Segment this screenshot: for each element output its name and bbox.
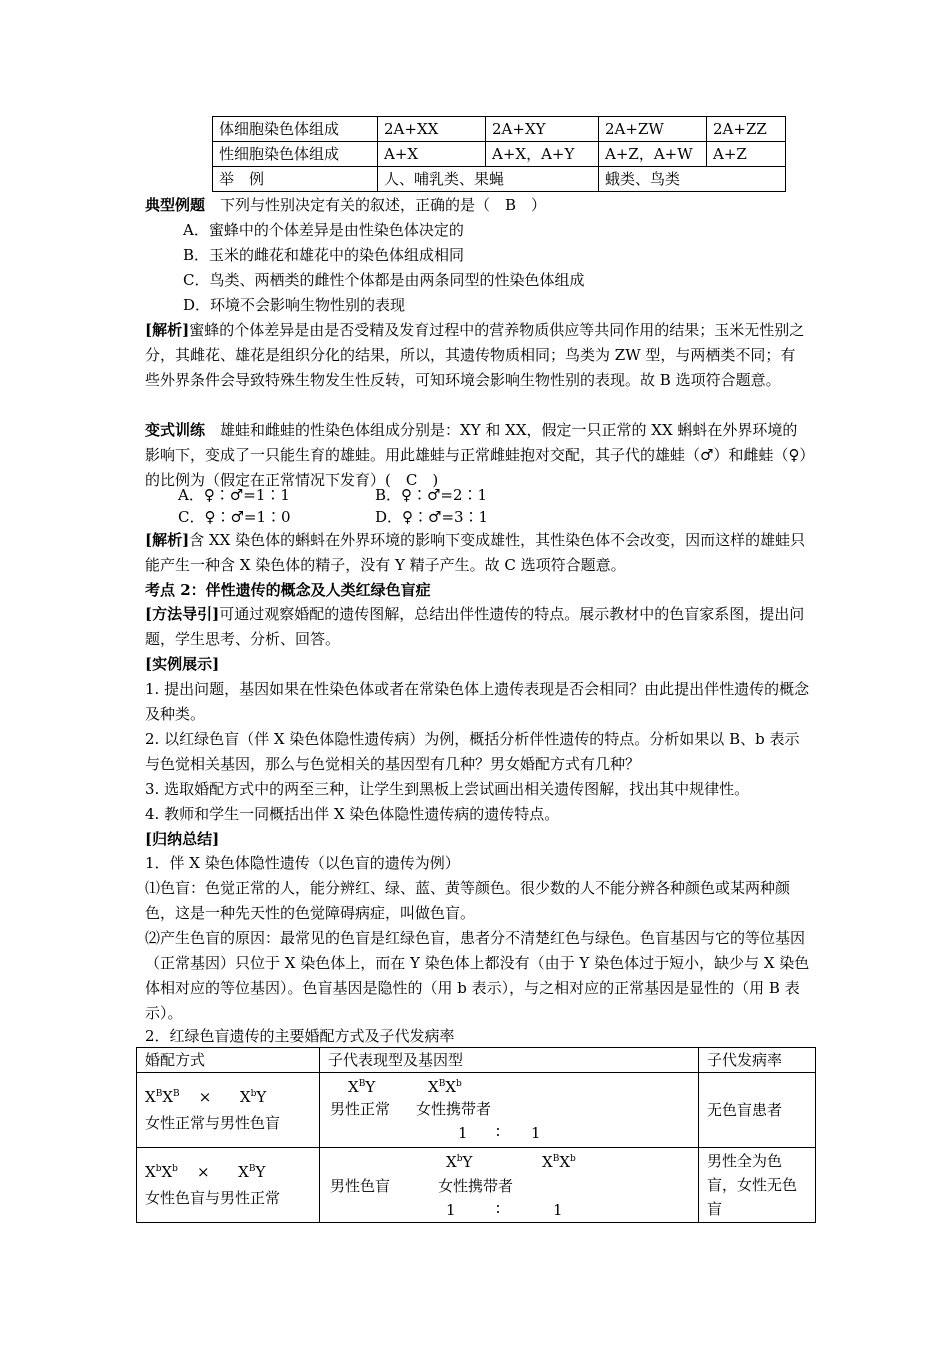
cross-cell [137,1073,320,1148]
gene: X [145,1088,156,1106]
method-tag: [方法导引] [145,605,220,623]
gene: Y [462,1153,473,1171]
method-guide [145,602,810,652]
gene: X [445,1078,456,1096]
offspring-phenotype: 男性正常 [330,1100,391,1118]
offspring-genotype [542,1150,576,1174]
table-title: 2．红绿色盲遗传的主要婚配方式及子代发病率 [145,1027,455,1045]
allele: B [248,1164,256,1174]
allele: b [250,1089,257,1099]
cross-symbol: × [198,1088,212,1106]
table-row [137,1073,816,1148]
example-item-3: 3. 选取婚配方式中的两至三种，让学生到黑板上尝试画出相关遗传图解，找出其中规律性。 [145,780,750,798]
table-row [137,1148,816,1223]
variant-question [145,418,810,493]
option-b: B．♀∶♂=2∶1 [375,486,488,504]
offspring-genotype [348,1075,375,1099]
analysis-text: 蜜蜂的个体差异是由是否受精及发育过程中的营养物质供应等共同作用的结果；玉米无性别之分，其雌花、雄花是组织分化的结果，所以，其遗传物质相同；鸟类为 ZW 型，与两栖类不同；有些外界条件会导致特殊生物发生性反转，可知环境会影响生物性别的表现。故 B 选项符合题意。 [145,321,805,389]
option-d: D．♀∶♂=3∶1 [375,508,489,526]
table-cell: A+Z，A+W [599,142,707,167]
example-item-1: 1. 提出问题，基因如果在性染色体或者在常染色体上遗传表现是否会相同？由此提出伴性遗传的概念及种类。 [145,680,810,723]
gene: X [348,1078,359,1096]
example-item-2: 2. 以红绿色盲（伴 X 染色体隐性遗传病）为例，概括分析伴性遗传的特点。分析如果以 B、b 表示与色觉相关基因，那么与色觉相关的基因型有几种？男女婚配方式有几种？ [145,730,800,773]
offspring-cell [320,1148,699,1223]
option-c: C．鸟类、两栖类的雌性个体都是由两条同型的性染色体组成 [183,271,585,289]
allele: b [456,1154,463,1164]
example-question [145,193,546,217]
analysis-tag: [解析] [145,321,190,339]
allele: B [358,1079,366,1089]
column-header: 子代发病率 [699,1048,816,1073]
summary-title: 1．伴 X 染色体隐性遗传（以色盲的遗传为例） [145,854,460,872]
cross-genotype [145,1084,311,1110]
gene: X [162,1088,173,1106]
option-c: C．♀∶♂=1∶0 [178,508,291,526]
table-cell: A+Z [707,142,786,167]
offspring-diagram [328,1073,690,1147]
cross-cell [137,1148,320,1223]
table-row [213,167,786,192]
gene: X [238,1163,249,1181]
method-text: 可通过观察婚配的遗传图解，总结出伴性遗传的特点。展示教材中的色盲家系图，提出问题，学生思考、分析、回答。 [145,605,805,648]
gene: X [239,1088,251,1106]
example-question-text: 下列与性别决定有关的叙述，正确的是（ B ） [205,196,547,214]
gene: Y [255,1163,266,1181]
ratio-value: 1 [458,1124,468,1142]
table-cell: 2A+XX [378,117,486,142]
gene: X [428,1078,439,1096]
cross-genotype [145,1159,311,1185]
examples-tag: [实例展示] [145,655,220,673]
allele: B [173,1089,180,1099]
row-label: 体细胞染色体组成 [213,117,378,142]
offspring-phenotype: 女性携带者 [416,1100,492,1118]
allele: B [552,1154,560,1164]
offspring-genotype [428,1075,462,1099]
option-b: B．玉米的雌花和雄花中的染色体组成相同 [183,246,465,264]
cross-description: 女性色盲与男性正常 [145,1189,281,1207]
table-cell: A+X [378,142,486,167]
column-header: 子代表现型及基因型 [320,1048,699,1073]
column-header: 婚配方式 [137,1048,320,1073]
example-title: 典型例题 [145,196,206,214]
table-cell: 2A+ZW [599,117,707,142]
cross-symbol: × [196,1163,210,1181]
table-row [213,117,786,142]
summary-p2: ⑵产生色盲的原因：最常见的色盲是红绿色盲，患者分不清楚红色与绿色。色盲基因与它的等位基因（正常基因）只位于 X 染色体上，而在 Y 染色体上都没有（由于 Y 染色体过于短小，缺少与 X 染色体相对应的等位基因）。色盲基因是隐性的（用 b 表示），与之相对应的正常基因是显性的（用 B 表示）。 [145,929,810,1022]
allele: b [155,1164,162,1174]
analysis-tag: [解析] [145,531,190,549]
option-a: A．♀∶♂=1∶1 [178,486,290,504]
gene: X [542,1153,553,1171]
section-title: 考点 2：伴性遗传的概念及人类红绿色盲症 [145,581,431,599]
ratio-colon: ∶ [496,1200,500,1218]
table-cell: 2A+ZZ [707,117,786,142]
ratio-colon: ∶ [496,1123,500,1141]
summary-tag: [归纳总结] [145,830,220,848]
gene: X [446,1153,457,1171]
allele: b [570,1154,576,1164]
allele: b [456,1079,462,1089]
option-a: A．蜜蜂中的个体差异是由性染色体决定的 [183,221,464,239]
sex-chromosome-table [212,116,786,192]
offspring-phenotype: 女性携带者 [438,1177,514,1195]
row-label: 性细胞染色体组成 [213,142,378,167]
offspring-cell [320,1073,699,1148]
table-cell: 蛾类、鸟类 [599,167,786,192]
color-blindness-table [136,1047,816,1223]
variant-title: 变式训练 [145,421,206,439]
offspring-genotype [446,1150,472,1174]
variant-analysis [145,528,810,578]
gene: Y [256,1088,267,1106]
allele: B [438,1079,446,1089]
row-label: 举 例 [213,167,378,192]
table-cell: 2A+XY [486,117,599,142]
analysis-text: 含 XX 染色体的蝌蚪在外界环境的影响下变成雄性，其性染色体不会改变，因而这样的雄蛙只能产生一种含 X 染色体的精子，没有 Y 精子产生。故 C 选项符合题意。 [145,531,806,574]
allele: b [172,1164,178,1174]
allele: B [155,1089,163,1099]
table-cell: 人、哺乳类、果蝇 [378,167,599,192]
gene: X [161,1163,173,1181]
variant-question-text: 雄蛙和雌蛙的性染色体组成分别是：XY 和 XX，假定一只正常的 XX 蝌蚪在外界环境的影响下，变成了一只能生育的雄蛙。用此雄蛙与正常雌蛙抱对交配，其子代的雄蛙（♂）和雌蛙（♀）的比例为（假定在正常情况下发育）( C ) [145,421,807,489]
ratio-value: 1 [446,1201,456,1219]
table-row [213,142,786,167]
incidence-cell: 男性全为色盲，女性无色盲 [699,1148,816,1223]
offspring-phenotype: 男性色盲 [330,1177,391,1195]
gene: Y [365,1078,376,1096]
gene: X [145,1163,156,1181]
table-header-row [137,1048,816,1073]
table-cell: A+X，A+Y [486,142,599,167]
gene: X [559,1153,570,1171]
example-analysis [145,318,810,393]
option-d: D．环境不会影响生物性别的表现 [183,296,406,314]
cross-description: 女性正常与男性色盲 [145,1114,281,1132]
ratio-value: 1 [553,1201,563,1219]
ratio-value: 1 [531,1124,541,1142]
example-item-4: 4. 教师和学生一同概括出伴 X 染色体隐性遗传病的遗传特点。 [145,805,560,823]
offspring-diagram [328,1148,690,1222]
summary-p1: ⑴色盲：色觉正常的人，能分辨红、绿、蓝、黄等颜色。很少数的人不能分辨各种颜色或某两种颜色，这是一种先天性的色觉障碍病症，叫做色盲。 [145,879,791,922]
incidence-cell: 无色盲患者 [699,1073,816,1148]
